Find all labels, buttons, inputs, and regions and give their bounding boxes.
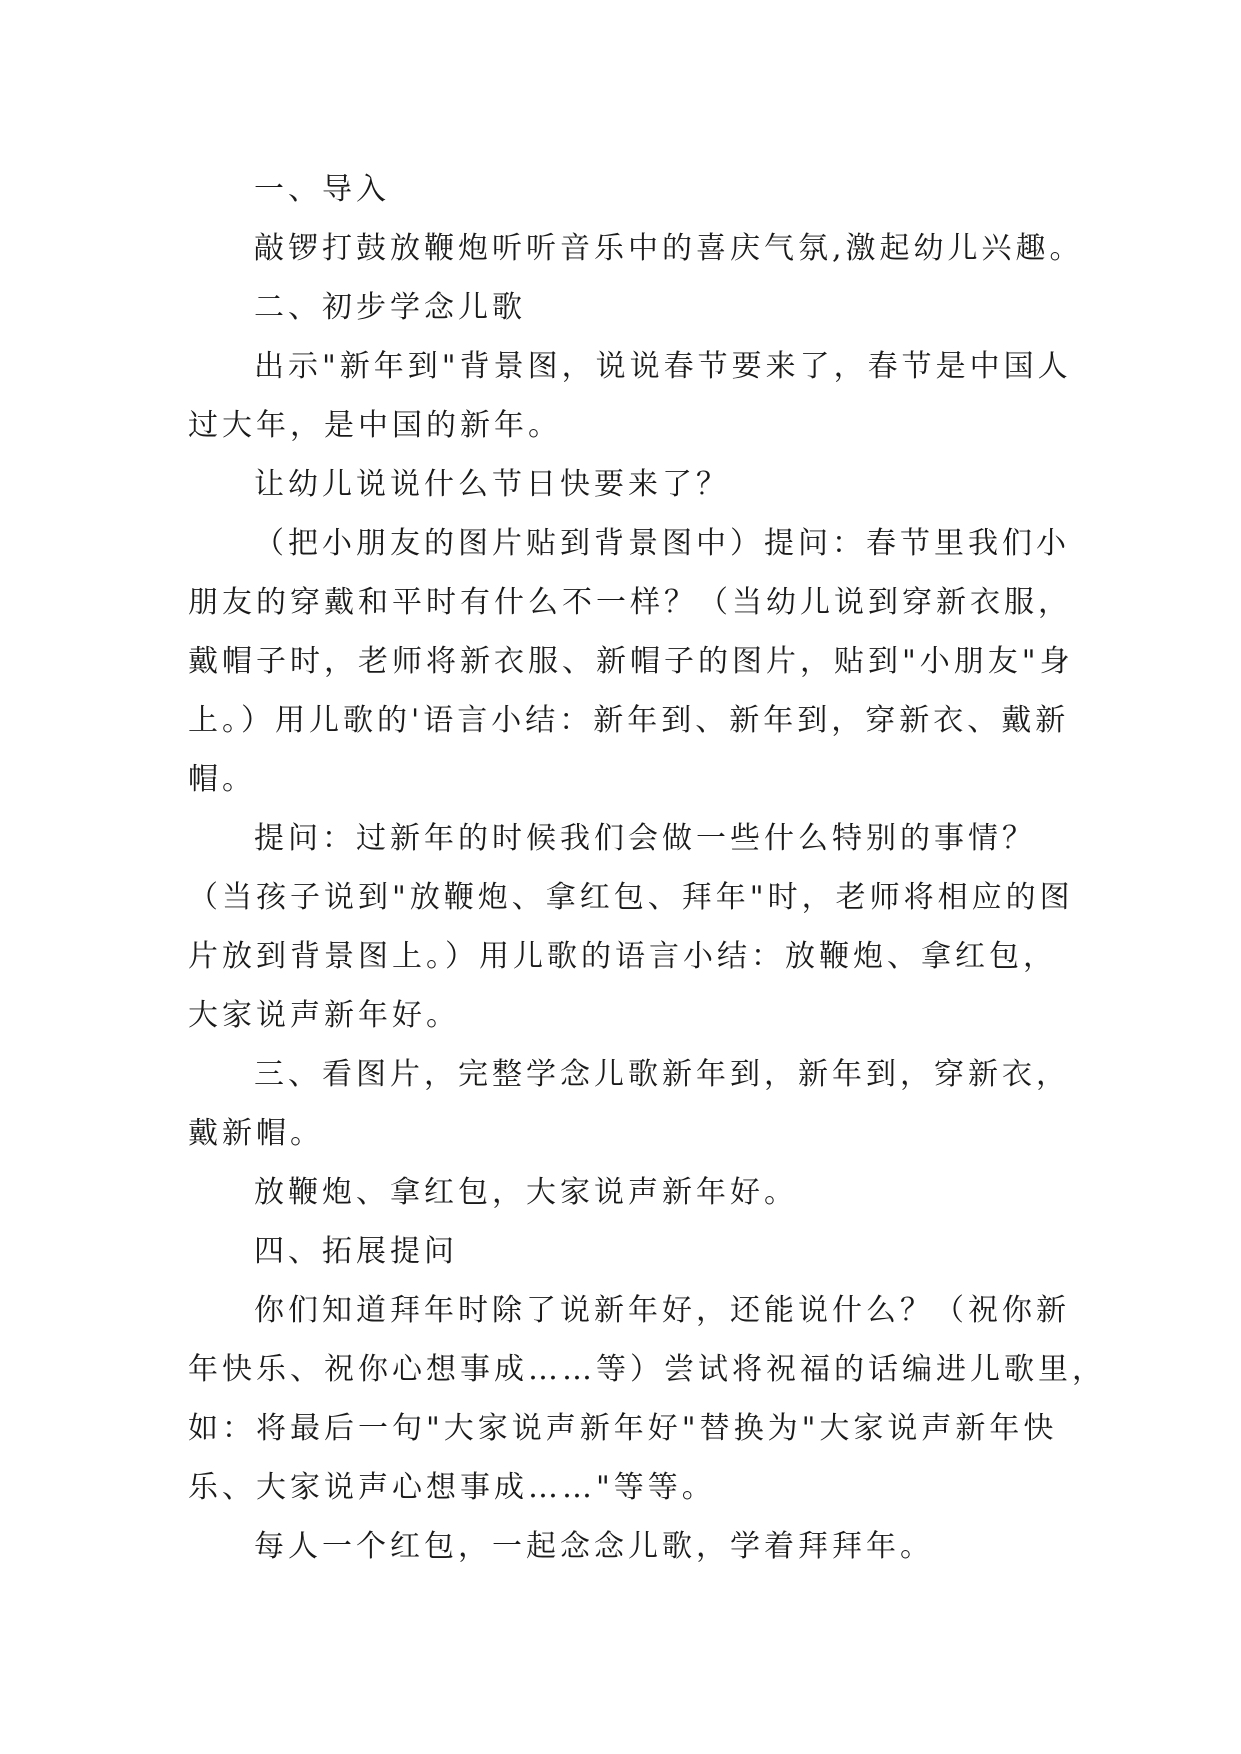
text-line: 上。）用儿歌的'语言小结：新年到、新年到，穿新衣、戴新 [188, 703, 1070, 738]
text-line: 戴新帽。 [188, 1116, 324, 1151]
text-line: 片放到背景图上。）用儿歌的语言小结：放鞭炮、拿红包， [188, 939, 1057, 974]
text-line: 提问：过新年的时候我们会做一些什么特别的事情？ [254, 821, 1036, 856]
text-line: 年快乐、祝你心想事成……等）尝试将祝福的话编进儿歌里， [188, 1352, 1106, 1387]
text-line: 出示"新年到"背景图，说说春节要来了，春节是中国人 [254, 349, 1072, 384]
text-line: 一、导入 [254, 172, 390, 207]
text-line: 每人一个红包，一起念念儿歌，学着拜拜年。 [254, 1529, 934, 1564]
text-line: 帽。 [188, 762, 256, 797]
text-line: 戴帽子时，老师将新衣服、新帽子的图片，贴到"小朋友"身 [188, 644, 1074, 679]
text-line: 三、看图片，完整学念儿歌新年到，新年到，穿新衣， [254, 1057, 1070, 1092]
text-line: 四、拓展提问 [254, 1234, 458, 1269]
document-body [188, 160, 1106, 1576]
text-line: 敲锣打鼓放鞭炮听听音乐中的喜庆气氛,激起幼儿兴趣。 [254, 231, 1084, 266]
text-line: 朋友的穿戴和平时有什么不一样？（当幼儿说到穿新衣服， [188, 585, 1072, 620]
text-line: 大家说声新年好。 [188, 998, 460, 1033]
text-line: 如：将最后一句"大家说声新年好"替换为"大家说声新年快 [188, 1411, 1058, 1446]
text-line: 乐、大家说声心想事成……"等等。 [188, 1470, 716, 1505]
text-line: 让幼儿说说什么节日快要来了？ [254, 467, 730, 502]
text-line: 放鞭炮、拿红包，大家说声新年好。 [254, 1175, 798, 1210]
text-line: 二、初步学念儿歌 [254, 290, 526, 325]
text-line: （把小朋友的图片贴到背景图中）提问：春节里我们小 [254, 526, 1070, 561]
text-line: 过大年，是中国的新年。 [188, 408, 562, 443]
text-line: 你们知道拜年时除了说新年好，还能说什么？（祝你新 [254, 1293, 1070, 1328]
text-line: （当孩子说到"放鞭炮、拿红包、拜年"时，老师将相应的图 [188, 880, 1074, 915]
